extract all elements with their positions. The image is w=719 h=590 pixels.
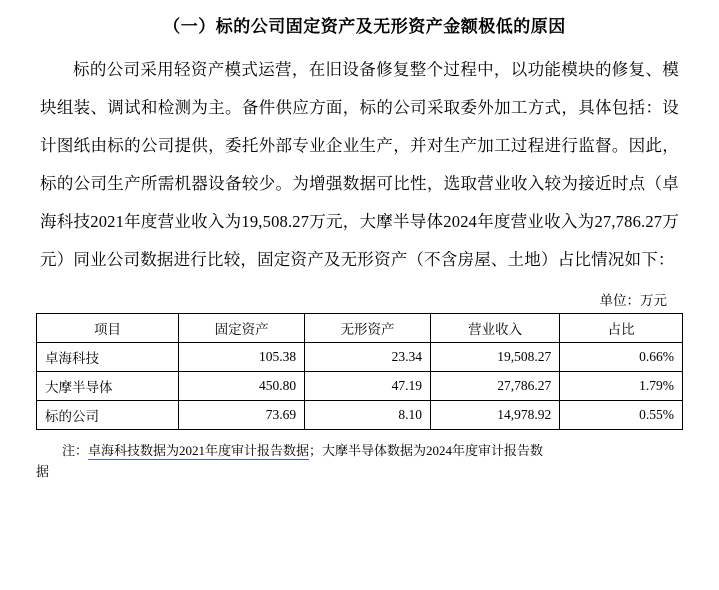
column-header-revenue: 营业收入 bbox=[431, 314, 560, 343]
cell-intangible-assets: 23.34 bbox=[305, 343, 431, 372]
cell-revenue: 19,508.27 bbox=[431, 343, 560, 372]
cell-fixed-assets: 105.38 bbox=[179, 343, 305, 372]
cell-item: 标的公司 bbox=[37, 401, 179, 430]
table-row bbox=[37, 343, 683, 372]
footnote-continuation: 据 bbox=[36, 464, 50, 479]
column-header-intangible-assets: 无形资产 bbox=[305, 314, 431, 343]
cell-intangible-assets: 8.10 bbox=[305, 401, 431, 430]
cell-ratio: 0.55% bbox=[560, 401, 683, 430]
cell-fixed-assets: 73.69 bbox=[179, 401, 305, 430]
table-footnote bbox=[36, 440, 683, 461]
column-header-ratio: 占比 bbox=[560, 314, 683, 343]
cell-ratio: 0.66% bbox=[560, 343, 683, 372]
footnote-label: 注： bbox=[62, 443, 89, 458]
cell-revenue: 14,978.92 bbox=[431, 401, 560, 430]
column-header-fixed-assets: 固定资产 bbox=[179, 314, 305, 343]
cell-item: 卓海科技 bbox=[37, 343, 179, 372]
cell-ratio: 1.79% bbox=[560, 372, 683, 401]
footnote-rest-text: ；大摩半导体数据为2024年度审计报告数 bbox=[309, 443, 544, 458]
table-header-row bbox=[37, 314, 683, 343]
table-container bbox=[36, 313, 683, 430]
cell-revenue: 27,786.27 bbox=[431, 372, 560, 401]
table-row bbox=[37, 401, 683, 430]
body-paragraph: 标的公司采用轻资产模式运营，在旧设备修复整个过程中，以功能模块的修复、模块组装、调试和检测为主。备件供应方面，标的公司采取委外加工方式，具体包括：设计图纸由标的公司提供，委托外部专业企业生产，并对生产加工过程进行监督。因此，标的公司生产所需机器设备较少。为增强数据可比性，选取营业收入较为接近时点（卓海科技2021年度营业收入为19,508.27万元，大摩半导体2024年度营业收入为27,786.27万元）同业公司数据进行比较，固定资产及无形资产（不含房屋、土地）占比情况如下： bbox=[40, 60, 679, 269]
cell-item: 大摩半导体 bbox=[37, 372, 179, 401]
footnote-highlighted-text: 卓海科技数据为2021年度审计报告数据 bbox=[88, 443, 310, 458]
cell-fixed-assets: 450.80 bbox=[179, 372, 305, 401]
section-heading: （一）标的公司固定资产及无形资产金额极低的原因 bbox=[163, 17, 566, 36]
cell-intangible-assets: 47.19 bbox=[305, 372, 431, 401]
asset-comparison-table bbox=[36, 313, 683, 430]
unit-note: 单位：万元 bbox=[599, 293, 667, 308]
table-row bbox=[37, 372, 683, 401]
column-header-item: 项目 bbox=[37, 314, 179, 343]
document-page bbox=[0, 12, 719, 590]
